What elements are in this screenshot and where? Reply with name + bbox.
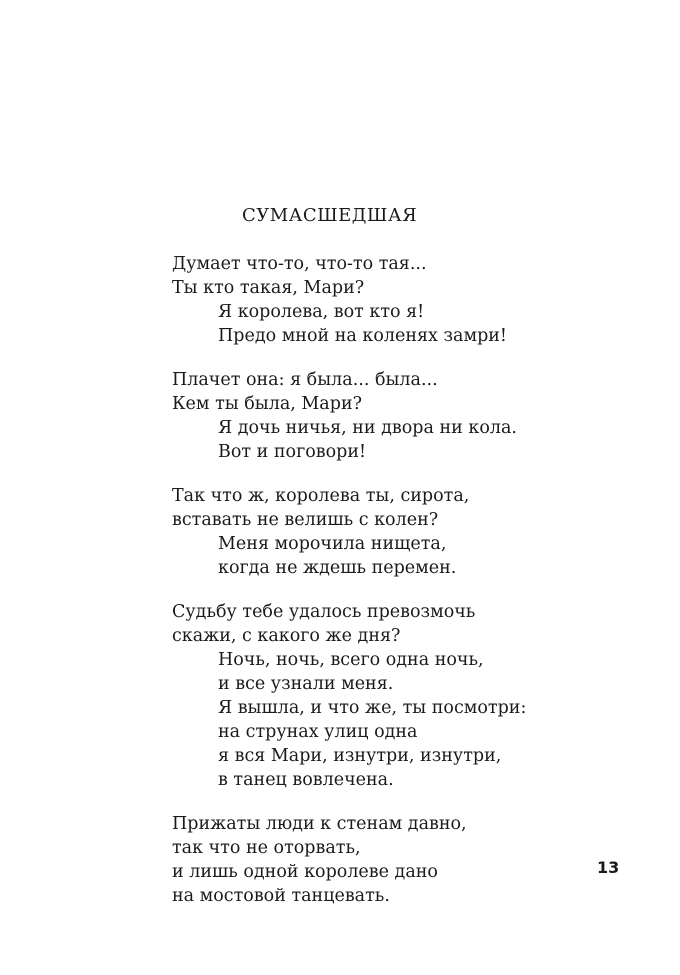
poem-line: Судьбу тебе удалось превозмочь bbox=[172, 602, 476, 622]
poem-line: в танец вовлечена. bbox=[218, 770, 394, 790]
poem-line: Вот и поговори! bbox=[218, 442, 367, 462]
stanza bbox=[172, 812, 592, 908]
poem-line: Кем ты была, Мари? bbox=[172, 394, 362, 414]
stanza bbox=[172, 252, 592, 348]
stanza bbox=[172, 484, 592, 580]
stanza bbox=[172, 368, 592, 464]
poem-body bbox=[172, 252, 592, 928]
poem-line: и все узнали меня. bbox=[218, 674, 394, 694]
poem-line: Ночь, ночь, всего одна ночь, bbox=[218, 650, 484, 670]
poem-line: когда не ждешь перемен. bbox=[218, 558, 457, 578]
poem-line: Думает что-то, что-то тая... bbox=[172, 254, 427, 274]
poem-line: на мостовой танцевать. bbox=[172, 886, 390, 906]
poem-line: Меня морочила нищета, bbox=[218, 534, 447, 554]
poem-line: так что не оторвать, bbox=[172, 838, 361, 858]
stanza bbox=[172, 600, 592, 792]
poem-line: на струнах улиц одна bbox=[218, 722, 418, 742]
poem-line: скажи, с какого же дня? bbox=[172, 626, 401, 646]
poem-line: вставать не велишь с колен? bbox=[172, 510, 439, 530]
poem-line: Я королева, вот кто я! bbox=[218, 302, 425, 322]
poem-title: СУМАСШЕДШАЯ bbox=[242, 205, 418, 226]
poem-line: я вся Мари, изнутри, изнутри, bbox=[218, 746, 502, 766]
poem-line: Предо мной на коленях замри! bbox=[218, 326, 507, 346]
poem-line: Плачет она: я была... была... bbox=[172, 370, 438, 390]
poem-line: Прижаты люди к стенам давно, bbox=[172, 814, 467, 834]
poem-line: Ты кто такая, Мари? bbox=[172, 278, 365, 298]
page-number: 13 bbox=[597, 858, 620, 877]
poem-line: Я вышла, и что же, ты посмотри: bbox=[218, 698, 527, 718]
poem-line: Я дочь ничья, ни двора ни кола. bbox=[218, 418, 517, 438]
poem-line: Так что ж, королева ты, сирота, bbox=[172, 486, 470, 506]
poem-line: и лишь одной королеве дано bbox=[172, 862, 438, 882]
